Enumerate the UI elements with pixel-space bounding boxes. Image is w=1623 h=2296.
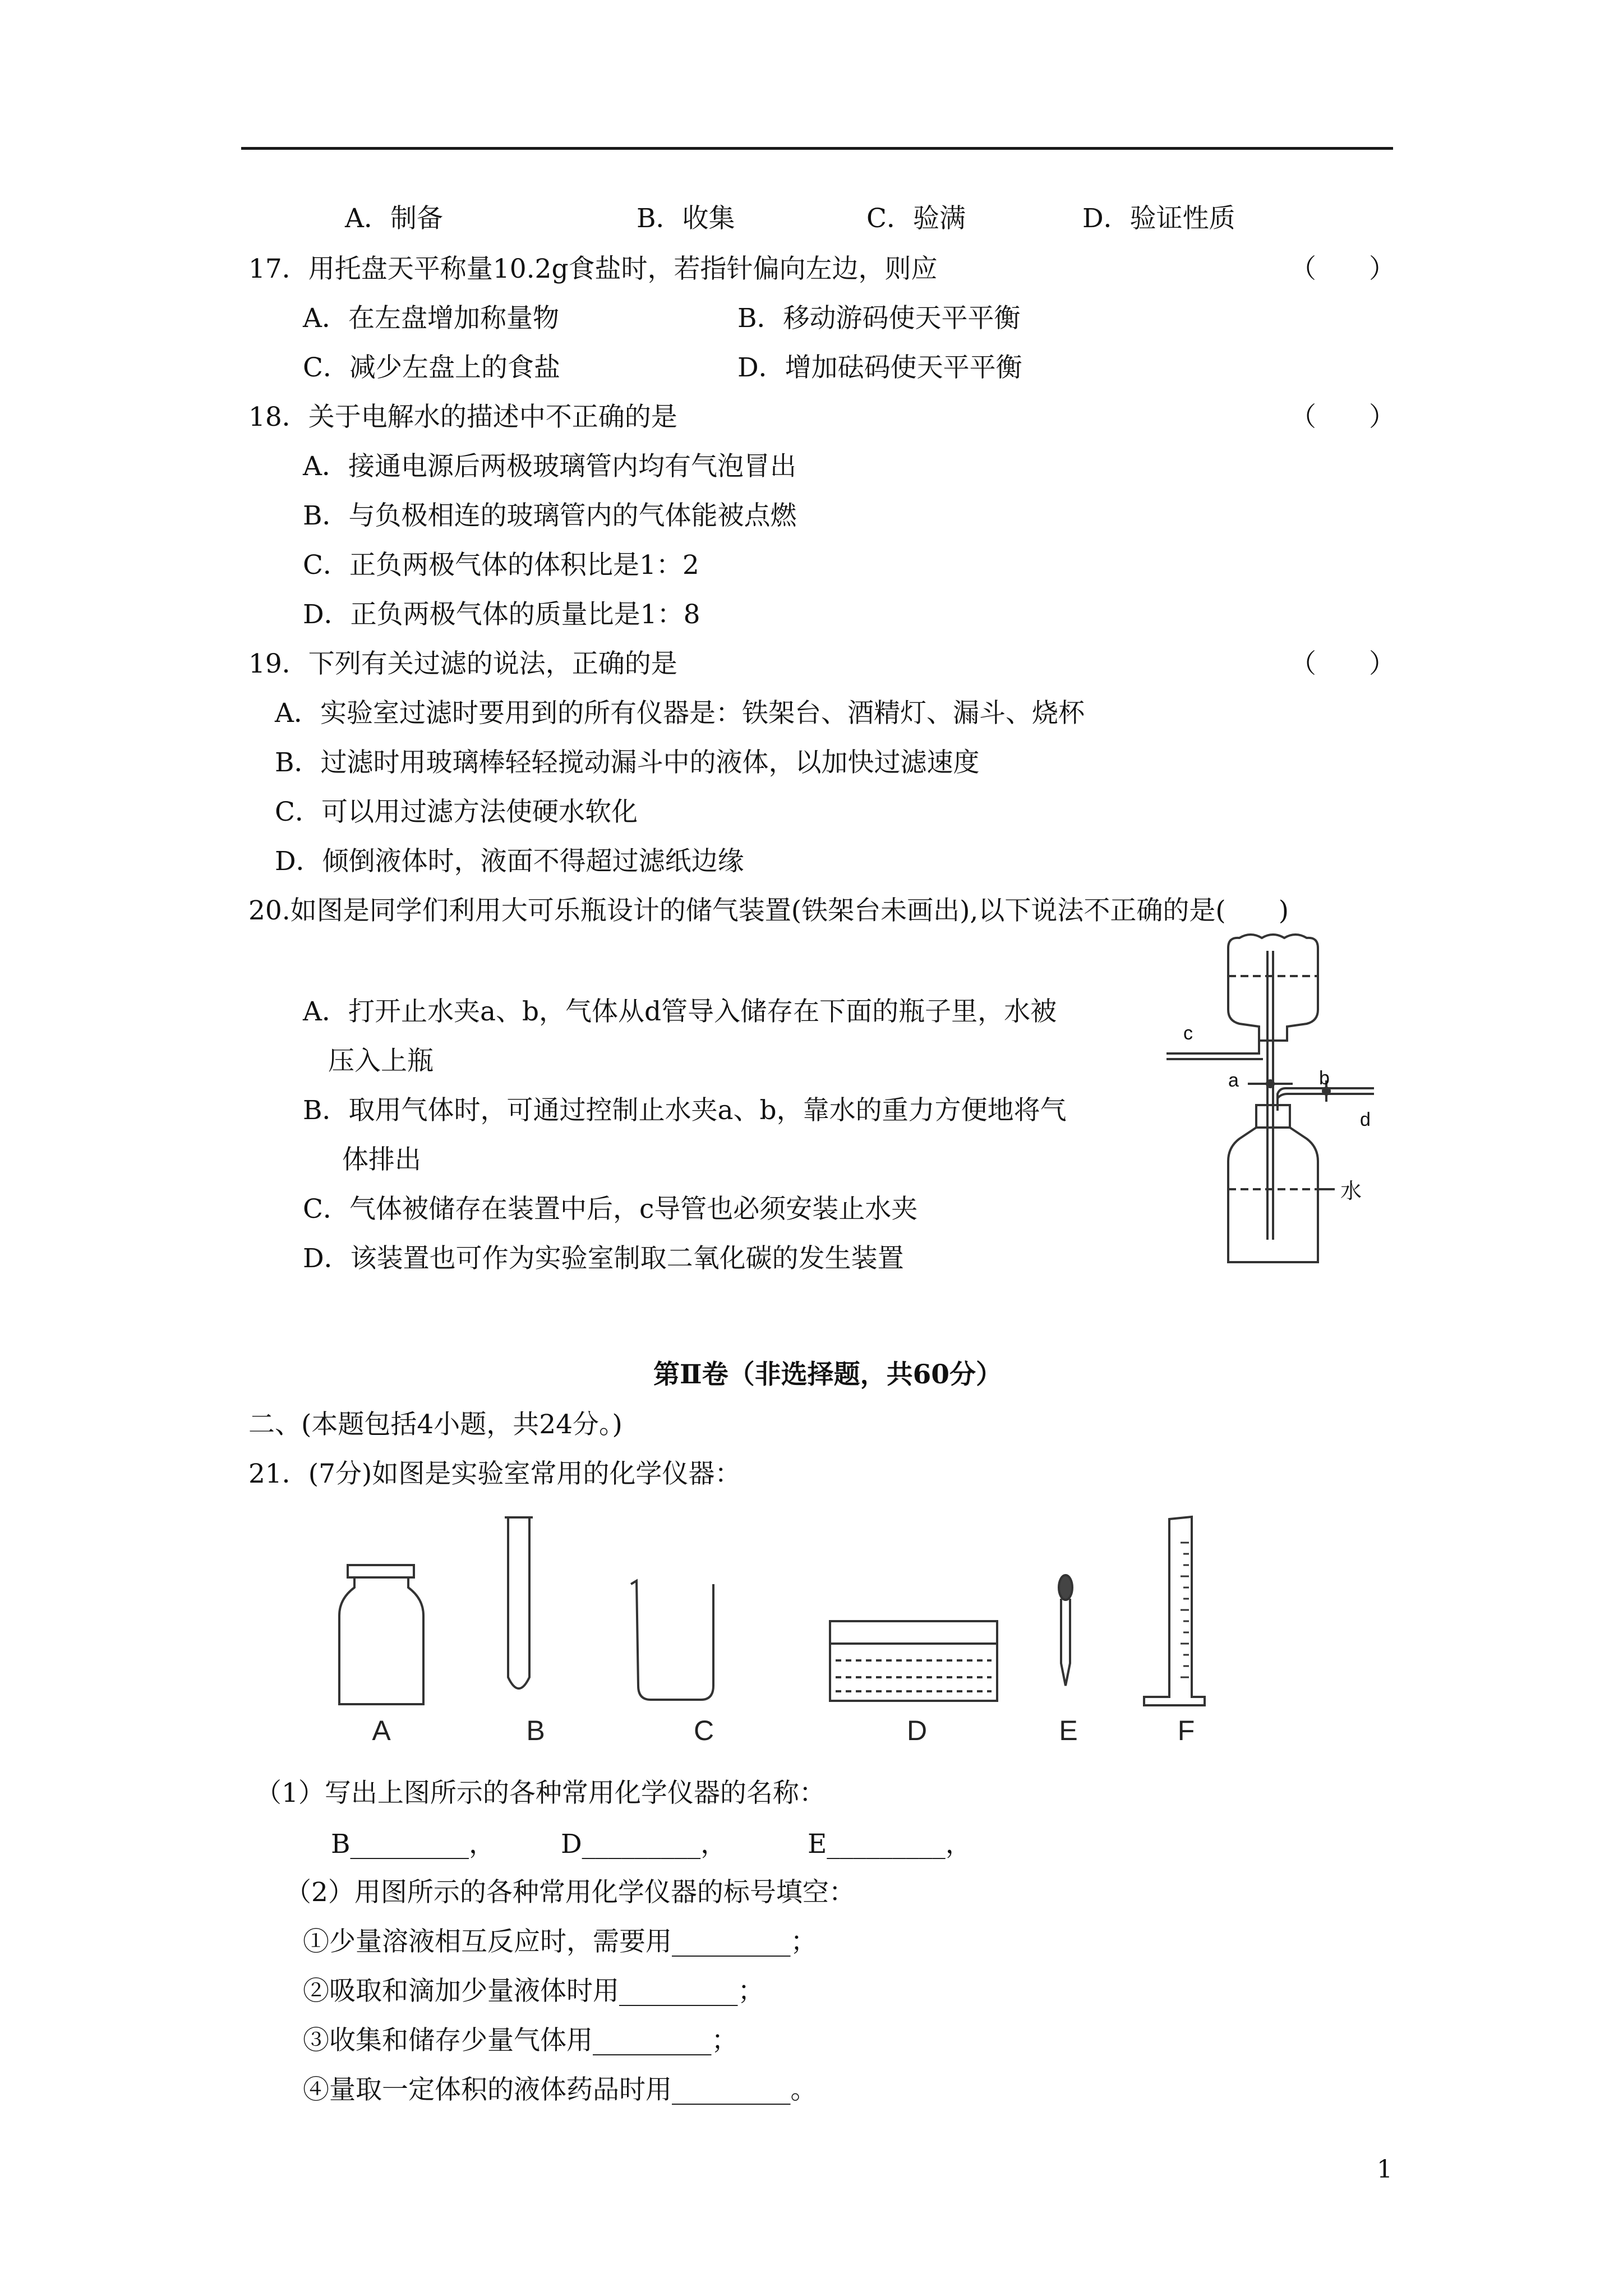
beaker-icon	[631, 1581, 713, 1700]
q17-option-d: D．增加砝码使天平平衡	[737, 352, 1022, 383]
q21-blank-d[interactable]: D_________，	[561, 1829, 727, 1860]
section-ii-title: 第Ⅱ卷（非选择题，共60分）	[653, 1359, 1003, 1390]
q16-option-d: D．验证性质	[1082, 203, 1235, 234]
q17-option-a: A．在左盘增加称量物	[303, 303, 559, 334]
lab-instruments-diagram	[314, 1509, 1234, 1711]
q21-sub1-prompt: （1）写出上图所示的各种常用化学仪器的名称：	[255, 1778, 826, 1809]
q16-option-b: B．收集	[637, 203, 735, 234]
q16-option-c: C．验满	[866, 203, 966, 234]
q19-option-a: A．实验室过滤时要用到的所有仪器是：铁架台、酒精灯、漏斗、烧杯	[275, 698, 1085, 729]
instrument-label-b: B	[526, 1715, 545, 1746]
water-trough-icon	[830, 1621, 997, 1701]
q18-option-d: D．正负两极气体的质量比是1：8	[303, 599, 700, 630]
q21-stem: 21．(7分)如图是实验室常用的化学仪器：	[248, 1458, 741, 1489]
part-ii-heading: 二、(本题包括4小题，共24分。)	[248, 1409, 623, 1440]
q20-option-a-line2: 压入上瓶	[328, 1046, 434, 1076]
q20-option-c: C．气体被储存在装置中后，c导管也必须安装止水夹	[303, 1194, 918, 1225]
instrument-label-d: D	[906, 1715, 928, 1746]
q17-option-c: C．减少左盘上的食盐	[303, 352, 560, 383]
instrument-label-a: A	[372, 1715, 391, 1746]
q18-stem: 18．关于电解水的描述中不正确的是	[248, 402, 677, 432]
q17-stem: 17．用托盘天平称量10.2g食盐时，若指针偏向左边，则应	[248, 254, 938, 284]
figure-label-b: b	[1319, 1068, 1330, 1089]
q19-answer-bracket: （ ）	[1290, 648, 1395, 679]
gas-storage-apparatus-diagram	[1155, 926, 1391, 1285]
figure-label-c: c	[1183, 1023, 1193, 1044]
q17-option-b: B．移动游码使天平平衡	[737, 303, 1021, 334]
q20-option-a-line1: A．打开止水夹a、b，气体从d管导入储存在下面的瓶子里，水被	[303, 996, 1057, 1027]
test-tube-icon	[505, 1517, 533, 1688]
q21-blank-b[interactable]: B_________，	[331, 1829, 496, 1860]
q21-sub2-item-4[interactable]: ④量取一定体积的液体药品时用_________。	[303, 2074, 817, 2105]
figure-label-d: d	[1360, 1109, 1371, 1130]
q19-stem: 19．下列有关过滤的说法，正确的是	[248, 648, 677, 679]
q19-option-d: D．倾倒液体时，液面不得超过滤纸边缘	[275, 846, 744, 877]
figure-label-a: a	[1228, 1070, 1239, 1091]
q20-option-b-line1: B．取用气体时，可通过控制止水夹a、b，靠水的重力方便地将气	[303, 1095, 1067, 1126]
q20-option-b-line2: 体排出	[342, 1144, 421, 1175]
header-rule	[241, 147, 1393, 150]
q17-answer-bracket: （ ）	[1290, 254, 1395, 284]
q21-sub2-prompt: （2）用图所示的各种常用化学仪器的标号填空：	[285, 1877, 855, 1908]
instrument-label-e: E	[1059, 1715, 1078, 1746]
q18-option-a: A．接通电源后两极玻璃管内均有气泡冒出	[303, 451, 796, 482]
q18-option-c: C．正负两极气体的体积比是1：2	[303, 550, 699, 581]
q19-option-b: B．过滤时用玻璃棒轻轻搅动漏斗中的液体，以加快过滤速度	[275, 747, 980, 778]
reagent-bottle-icon	[339, 1565, 423, 1704]
figure-label-water: 水	[1340, 1179, 1362, 1203]
instrument-label-c: C	[693, 1715, 714, 1746]
q19-option-c: C．可以用过滤方法使硬水软化	[275, 797, 638, 827]
q20-stem: 20.如图是同学们利用大可乐瓶设计的储气装置(铁架台未画出),以下说法不正确的是( )	[248, 895, 1289, 926]
q18-option-b: B．与负极相连的玻璃管内的气体能被点燃	[303, 500, 797, 531]
page-number: 1	[1377, 2155, 1393, 2184]
q21-sub2-item-1[interactable]: ①少量溶液相互反应时，需要用_________；	[303, 1926, 817, 1957]
q20-option-d: D．该装置也可作为实验室制取二氧化碳的发生装置	[303, 1243, 904, 1274]
q21-blank-e[interactable]: E_________，	[808, 1829, 972, 1860]
dropper-icon	[1059, 1575, 1072, 1686]
graduated-cylinder-icon	[1144, 1517, 1205, 1705]
q18-answer-bracket: （ ）	[1290, 402, 1395, 432]
instrument-label-f: F	[1177, 1715, 1195, 1746]
q21-sub2-item-3[interactable]: ③收集和储存少量气体用_________；	[303, 2025, 738, 2056]
q21-sub2-item-2[interactable]: ②吸取和滴加少量液体时用_________；	[303, 1976, 764, 2007]
q16-option-a: A．制备	[345, 203, 443, 234]
